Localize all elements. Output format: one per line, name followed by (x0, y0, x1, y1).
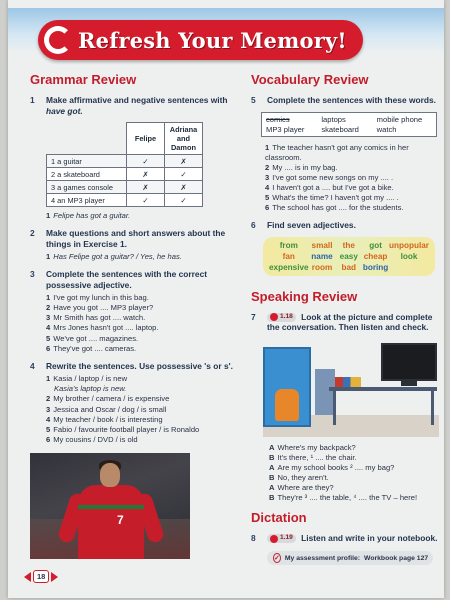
adjective-word: small (311, 240, 333, 250)
line-text: No, they aren't. (277, 472, 329, 482)
list-item (46, 405, 235, 415)
word: mobile phone (376, 114, 423, 124)
exercise-7 (251, 312, 439, 333)
exercise-number: 8 (251, 532, 256, 543)
list-item (46, 344, 235, 354)
item-number: 1 (46, 293, 51, 303)
vocabulary-heading: Vocabulary Review (251, 72, 369, 87)
exercise-3-items (46, 293, 235, 354)
exercise-8 (251, 533, 439, 544)
item-number: 1 (46, 211, 51, 220)
item-number: 6 (46, 434, 51, 444)
item-number: 1 (46, 252, 51, 262)
felipe-mark: ✗ (127, 168, 165, 181)
list-item (265, 173, 439, 183)
exercise-2-example (46, 252, 235, 262)
item-text: Fabio / favourite football player / is Ronaldo (53, 424, 200, 434)
prompt-italic: have got. (46, 105, 83, 116)
ad-mark: ✗ (165, 181, 203, 194)
word-box (261, 112, 437, 137)
item-text: We've got .... magazines. (53, 333, 139, 343)
adjective-word: name (311, 251, 333, 261)
item-text: My brother / camera / is expensive (53, 394, 170, 404)
item-text: I've got some new songs on my .... . (272, 172, 394, 182)
exercise-5 (251, 95, 439, 106)
word: watch (376, 124, 397, 134)
profile-label: My assessment profile: (284, 554, 361, 562)
exercise-6 (251, 220, 439, 231)
adjective-word: got (369, 240, 382, 250)
adjective-word: cheap (363, 251, 388, 261)
table-row (47, 168, 203, 181)
exercise-number: 1 (30, 95, 35, 105)
school-books (335, 377, 361, 387)
item-text: My cousins / DVD / is old (53, 434, 138, 444)
felipe-mark: ✗ (127, 181, 165, 194)
prompt-text: Listen and write in your notebook. (301, 532, 438, 543)
list-item (46, 323, 235, 333)
row-label: 2 a skateboard (47, 168, 127, 181)
exercise-number: 5 (251, 95, 256, 105)
line-text: Where's my backpack? (277, 442, 356, 452)
speaker: B (269, 492, 275, 502)
audio-track-label: 1.19 (280, 534, 293, 542)
have-got-table (46, 122, 203, 207)
item-text: The school has got .... for the students. (272, 203, 404, 213)
item-text: I've got my lunch in this bag. (53, 293, 149, 303)
dialog-line (269, 463, 439, 473)
room-illustration (263, 341, 439, 437)
word: laptops (321, 114, 346, 124)
audio-icon (270, 535, 278, 543)
exercise-4 (30, 361, 235, 372)
check-icon: ✓ (274, 555, 280, 563)
prompt-text: Make affirmative and negative sentences with (46, 95, 228, 105)
table-corner (47, 123, 127, 155)
bookshelf (315, 369, 335, 415)
list-item (265, 163, 439, 173)
profile-reference: Workbook page 127 (364, 554, 429, 562)
row-label: 3 a games console (47, 181, 127, 194)
adjective-word: room (311, 262, 333, 272)
exercise-1 (30, 95, 235, 116)
item-number: 4 (46, 414, 51, 424)
prompt-text: Look at the picture and complete the conversation. Then listen and check. (267, 311, 433, 333)
item-number: 4 (46, 323, 51, 333)
exercise-number: 2 (30, 228, 35, 239)
adjective-word: the (342, 240, 355, 250)
row-label: 4 an MP3 player (47, 194, 127, 207)
page-number (24, 570, 58, 583)
adjective-word: bad (341, 262, 357, 272)
adjective-word-cloud (263, 237, 435, 276)
swirl-icon (44, 26, 72, 54)
ad-mark: ✓ (165, 168, 203, 181)
item-number: 5 (265, 192, 270, 202)
list-item (46, 384, 235, 394)
line-text: They're ³ .... the table, ⁴ .... the TV – here! (277, 492, 418, 502)
item-text: What's the time? I haven't got my .... . (272, 192, 399, 202)
item-number: 3 (46, 313, 51, 323)
audio-track-label: 1.18 (280, 313, 293, 321)
ad-mark: ✓ (165, 194, 203, 207)
example-answer: Has Felipe got a guitar? / Yes, he has. (53, 252, 182, 262)
arrow-left-icon (24, 572, 31, 582)
adjective-word: fan (282, 251, 295, 261)
exercise-2 (30, 228, 235, 249)
arrow-right-icon (51, 572, 58, 582)
exercise-prompt: Complete the sentences with these words. (267, 95, 436, 105)
right-column (251, 72, 439, 565)
dialog-line (269, 473, 439, 483)
backpack (275, 389, 299, 421)
felipe-mark: ✓ (127, 155, 165, 168)
line-text: Are my school books ² .... my bag? (277, 462, 395, 472)
dialog-line (269, 443, 439, 453)
item-text: Mrs Jones hasn't got .... laptop. (53, 323, 159, 333)
exercise-4-items (46, 374, 235, 445)
item-number: 2 (265, 162, 270, 172)
item-text: They've got .... cameras. (53, 343, 137, 353)
exercise-prompt (46, 95, 235, 116)
line-text: Where are they? (277, 482, 334, 492)
exercise-prompt (267, 533, 438, 544)
item-number: 5 (46, 424, 51, 434)
item-number: 4 (265, 182, 270, 192)
audio-track-button[interactable] (267, 534, 296, 542)
item-number: 3 (265, 172, 270, 182)
exercise-5-items (265, 143, 439, 214)
list-item (265, 143, 439, 163)
speaker: B (269, 472, 275, 482)
item-text: Jessica and Oscar / dog / is small (53, 404, 167, 414)
dialog-line (269, 483, 439, 493)
speaker: A (269, 442, 275, 452)
speaker: B (269, 452, 275, 462)
list-item (46, 313, 235, 323)
list-item (46, 425, 235, 435)
exercise-prompt: Rewrite the sentences. Use possessive 's or s'. (46, 360, 233, 371)
exercise-prompt: Make questions and short answers about the things in Exercise 1. (46, 228, 226, 249)
exercise-number: 6 (251, 220, 256, 231)
table-header-adriana-damon: Adriana and Damon (165, 123, 203, 155)
item-text: I haven't got a .... but I've got a bike. (272, 182, 394, 192)
list-item (46, 303, 235, 313)
table-row (47, 155, 203, 168)
dialog-line (269, 453, 439, 463)
adjective-word: from (279, 240, 298, 250)
word: MP3 player (266, 124, 305, 134)
list-item (265, 193, 439, 203)
list-item (46, 334, 235, 344)
television (381, 343, 437, 381)
line-text: It's there, ¹ .... the chair. (277, 452, 357, 462)
ad-mark: ✗ (165, 155, 203, 168)
item-number: 6 (46, 343, 51, 353)
item-number: 1 (46, 374, 51, 384)
exercise-prompt: Complete the sentences with the correct possessive adjective. (46, 269, 208, 290)
assessment-profile-link[interactable] (267, 551, 433, 565)
exercise-number: 7 (251, 311, 256, 322)
exercise-1-example (46, 211, 235, 221)
list-item (46, 374, 235, 384)
row-label: 1 a guitar (47, 155, 127, 168)
item-text: My teacher / book / is interesting (53, 414, 163, 424)
list-item (46, 415, 235, 425)
table-row (47, 181, 203, 194)
list-item (46, 293, 235, 303)
page-title: Refresh Your Memory! (78, 27, 347, 53)
adjective-word: unpopular (388, 240, 429, 250)
word: skateboard (321, 124, 359, 134)
audio-track-button[interactable] (267, 313, 296, 321)
list-item (46, 435, 235, 445)
table (329, 387, 437, 391)
title-banner (38, 20, 363, 60)
exercise-number: 3 (30, 269, 35, 280)
left-column (30, 72, 235, 559)
speaker: A (269, 482, 275, 492)
textbook-page (8, 0, 444, 598)
item-number: 5 (46, 333, 51, 343)
item-number: 6 (265, 203, 270, 213)
item-text: Mr Smith has got .... watch. (53, 313, 146, 323)
item-text: Kasia / laptop / is new (53, 374, 128, 384)
item-number: 1 (265, 142, 270, 152)
dialog-line (269, 493, 439, 503)
dictation-heading: Dictation (251, 509, 307, 525)
exercise-3 (30, 269, 235, 290)
adjective-word: expensive (269, 262, 309, 272)
example-line (46, 252, 235, 262)
page-number-label: 18 (33, 570, 49, 583)
example-answer: Felipe has got a guitar. (53, 211, 131, 220)
list-item (46, 394, 235, 404)
item-number: 3 (46, 404, 51, 414)
table-row (47, 194, 203, 207)
item-text: My .... is in my bag. (272, 162, 338, 172)
item-text: Have you got .... MP3 player? (53, 303, 154, 313)
felipe-mark: ✓ (127, 194, 165, 207)
audio-icon (270, 313, 278, 321)
exercise-prompt (267, 312, 439, 333)
adjective-word: easy (339, 251, 358, 261)
football-player-photo: 7 (30, 453, 190, 559)
item-number: 2 (46, 394, 51, 404)
exercise-number: 4 (30, 360, 35, 371)
table-header-felipe: Felipe (127, 123, 165, 155)
speaker: A (269, 462, 275, 472)
conversation (269, 443, 439, 503)
example-line (46, 211, 235, 221)
word: comics (266, 114, 290, 124)
list-item (265, 203, 439, 213)
speaking-heading: Speaking Review (251, 288, 358, 304)
item-number: 2 (46, 303, 51, 313)
item-text: The teacher hasn't got any comics in her classroom. (265, 142, 409, 162)
grammar-heading: Grammar Review (30, 72, 137, 87)
adjective-word: boring (362, 262, 389, 272)
example-answer: Kasia's laptop is new. (54, 384, 127, 394)
list-item (265, 183, 439, 193)
exercise-prompt: Find seven adjectives. (267, 220, 356, 231)
adjective-word: look (400, 251, 418, 261)
